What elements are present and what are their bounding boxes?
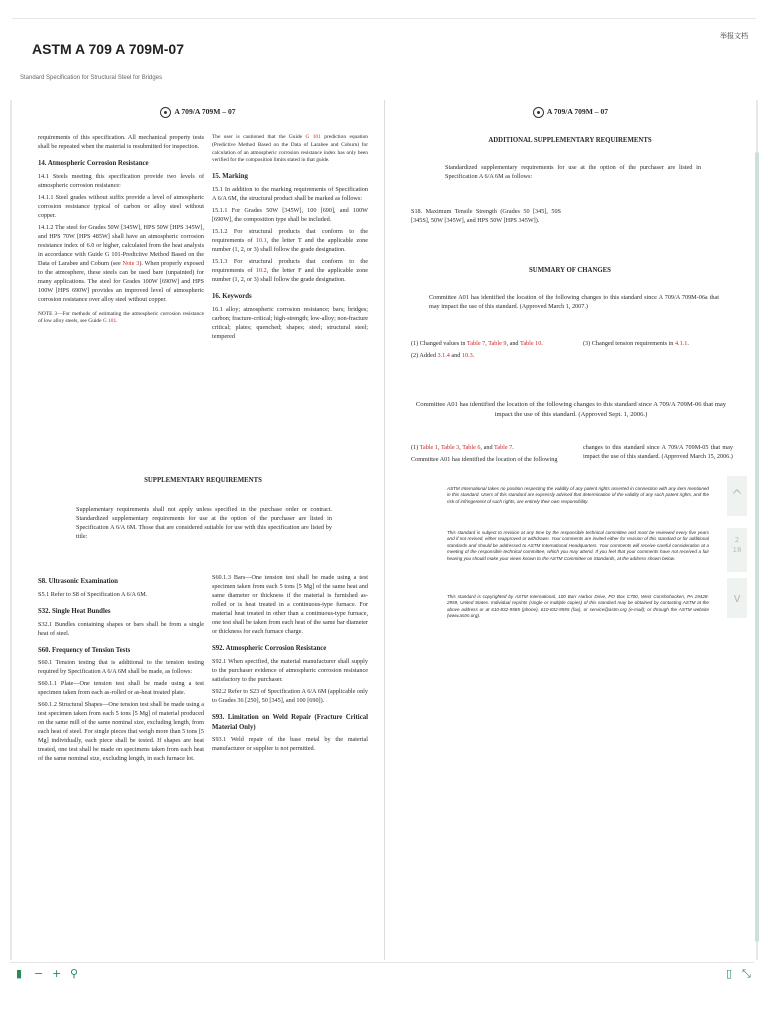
left-column-1: requirements of this specification. All mechanical property tests shall be repeated when the material is resubmitted for inspection. 14. Atmospheric Corrosion Resistance 14.1 Steels meeting this specification provide two levels of atmospheric corrosion resistance: 14.1.1 Steel grades without suffix provide a level of atmospheric corrosion resistance typical of carbon or alloy steel without copper. 14.1.2 The steel for Grades 50W [345W], HPS 50W [HPS 345W], and HPS 70W [HPS 485W] shall have an atmospheric corrosion resistance index of 6.0 or higher, calculated from the heat analysis in accordance with Guide G 101-Predictive Method Based on the Data of Larabee and Coburn (see Note 3). When properly exposed to the atmosphere, these steels can be used bare (unpainted) for many applications. The steel for Grades 100W [690W] and HPS 100W [HPS 690W] provides an improved level of atmospheric corrosion resistance over alloy steel without copper. NOTE 3—For methods of estimating the atmospheric corrosion resistance of low alloy steels, see Guide G 101.: [38, 134, 204, 325]
section-heading: 16. Keywords: [212, 293, 252, 300]
changes-list-2: (3) Changed tension requirements in 4.1.1.: [583, 340, 689, 347]
zoom-out-icon[interactable]: −: [34, 967, 44, 980]
current-page: 2: [734, 536, 740, 544]
zoom-in-icon[interactable]: +: [52, 967, 62, 980]
table-link[interactable]: Table 7: [466, 340, 486, 347]
note-link[interactable]: Note 3: [122, 259, 140, 267]
single-page-icon[interactable]: ▯: [726, 967, 733, 980]
astm-patent-notice: ASTM International takes no position respecting the validity of any patent rights asserted in connection with any item mentioned in this standard. Users of this standard are expressly advised that determination of the validity of any such patent rights, and the risk of infringement of such rights, are entirely their own responsibility.: [447, 486, 709, 504]
table-link[interactable]: Table 6: [462, 444, 481, 451]
page-up-button[interactable]: ^: [727, 476, 747, 516]
supplementary-intro: Supplementary requirements shall not apply unless specified in the purchase order or contract. Standardized supplementary requirements for use at the option of the purchaser are listed in Specification A 6/A 6M. Those that are considered suitable for use with this specification are listed by title:: [76, 506, 332, 540]
summary-text-1: Committee A01 has identified the location of the following changes to this standard since A 709/A 709M-06a that may impact the use of this standard. (Approved March 1, 2007.): [429, 294, 719, 310]
section-heading: S92. Atmospheric Corrosion Resistance: [212, 644, 327, 652]
section-link[interactable]: 4.1.1: [674, 340, 688, 347]
changes-list-1: (1) Changed values in Table 7, Table 9, and Table 10. (2) Added 3.1.4 and 10.3.: [411, 340, 543, 359]
running-head: A 709/A 709M – 07: [12, 106, 384, 118]
search-icon[interactable]: ⚲: [70, 967, 79, 980]
report-document-link[interactable]: 举报文档: [720, 33, 748, 40]
s18-item: S18. Maximum Tensile Strength (Grades 50 [345], 50S [345S], 50W [345W], and HPS 50W [HPS 345W]).: [411, 208, 561, 224]
changes-list-3: (1) Table 1, Table 3, Table 6, and Table 7. Committee A01 has identified the location of the following: [411, 444, 558, 463]
document-viewer[interactable]: [10, 100, 758, 960]
section-heading: 14. Atmospheric Corrosion Resistance: [38, 159, 149, 167]
section-heading: S60. Frequency of Tension Tests: [38, 646, 131, 654]
changes-list-4: changes to this standard since A 709/A 709M-05 that may impact the use of this standard. (Approved March 15, 2006.): [583, 444, 733, 460]
page-left: [12, 100, 385, 960]
bookmark-icon[interactable]: ▮: [16, 967, 23, 980]
left-column-3: S8. Ultrasonic Examination S5.1 Refer to S8 of Specification A 6/A 6M. S32. Single Heat Bundles S32.1 Bundles containing shapes or bars shall be from a single heat of steel. S60. Frequency of Tension Tests S60.1 Tension testing that is additional to the tension testing required by Specification A 6/A 6M shall be made, as follows: S60.1.1 Plate—One tension test shall be made using a test specimen taken from each as-rolled or as-heat treated plate. S60.1.2 Structural Shapes—One tension test shall be made using a test specimen taken from each 5 tons [5 Mg] of material produced on the same mill of the same nominal size, excluding length, from each heat of steel. For single pieces that weigh more than 5 tons [5 Mg] individually, each piece shall be tested. If shapes are heat treated, one test shall be made on specimens taken from each heat of the same nominal size, excluding length, in each furnace lot.: [38, 578, 204, 763]
summary-text-2: Committee A01 has identified the location of the following changes to this standard since A 709/A 709M-06 that may impact the use of this standard. (Approved Sept. 1, 2006.): [415, 401, 727, 418]
left-column-4: S60.1.3 Bars—One tension test shall be made using a test specimen taken from each 5 tons [5 Mg] of the same heat and same diameter or thickness if the material is furnished as-rolled or is heat treated in a continuous-type furnace. For material heat treated in other than a continuous-type furnace, one test shall be taken from each heat of the same bar diameter or thickness for each furnace charge. S92. Atmospheric Corrosion Resistance S92.1 When specified, the material manufacturer shall supply to the purchaser evidence of atmospheric corrosion resistance satisfactory to the purchaser. S92.2 Refer to S23 of Specification A 6/A 6M (applicable only to Grades 36 [250], 50 [345], and 100 [690]). S93. Limitation on Weld Repair (Fracture Critical Material Only) S93.1 Weld repair of the base metal by the material manufacturer or supplier is not permitted.: [212, 574, 368, 753]
section-link[interactable]: 10.2: [255, 267, 267, 275]
scrollbar-thumb[interactable]: [755, 152, 759, 942]
vertical-scrollbar[interactable]: [754, 104, 760, 956]
section-heading: S8. Ultrasonic Examination: [38, 578, 118, 585]
running-head: A 709/A 709M – 07: [385, 106, 756, 118]
table-link[interactable]: Table 1: [419, 444, 438, 451]
table-link[interactable]: Table 9: [488, 340, 507, 347]
table-link[interactable]: Table 10: [519, 340, 542, 347]
astm-copyright-notice: This standard is copyrighted by ASTM International, 100 Barr Harbor Drive, PO Box C700, West Conshohocken, PA 19428-2959, United States. Individual reprints (single or multiple copies) of this standard may be obtained by contacting ASTM at the above address or at 610-832-9585 (phone), 610-832-9555 (fax), or service@astm.org (e-mail); or through the ASTM website (www.astm.org).: [447, 594, 709, 619]
page-right: [385, 100, 756, 960]
astm-logo-icon: [533, 107, 544, 118]
guide-link[interactable]: G 101: [305, 134, 321, 140]
page-down-button[interactable]: v: [727, 578, 747, 618]
section-link[interactable]: 10.1: [255, 237, 267, 245]
left-column-2: The user is cautioned that the Guide G 101 prediction equation (Predictive Method Based on the Data of Larabee and Coburn) for calculation of an atmospheric corrosion resistance index has only been verified for the composition limits stated in that guide. 15. Marking 15.1 In addition to the marking requirements of Specification A 6/A 6M, the structural product shall be marked as follows: 15.1.1 For Grades 50W [345W], 100 [690], and 100W [690W], the composition type shall be included. 15.1.2 For structural products that conform to the requirements of 10.1, the letter T and the applicable zone number (1, 2, or 3) shall follow the grade designation. 15.1.3 For structural products that conform to the requirements of 10.2, the letter F and the applicable zone number (1, 2, or 3) shall follow the grade designation. 16. Keywords 16.1 alloy; atmospheric corrosion resistance; bars; bridges; carbon; fracture-critical; high-strength; low-alloy; non-fracture critical; plates; quenched; shapes; steel; structural steel; tempered: [212, 134, 369, 340]
section-heading: 15. Marking: [212, 173, 248, 181]
page-indicator: [727, 528, 747, 572]
table-link[interactable]: Table 3: [440, 444, 460, 451]
document-subtitle: Standard Specification for Structural Steel for Bridges: [20, 75, 163, 81]
section-heading: S32. Single Heat Bundles: [38, 607, 111, 615]
section-link[interactable]: 3.1.4: [437, 351, 450, 359]
astm-revision-notice: This standard is subject to revision at any time by the responsible technical committee and must be reviewed every five years and if not revised, either reapproved or withdrawn. Your comments are invited either for revision of this standard or for additional standards and should be addressed to ASTM International Headquarters. Your comments will receive careful consideration at a meeting of the responsible technical committee, which you may attend. If you feel that your comments have not received a fair hearing you should make your views known to the ASTM Committee on Standards, at the address shown below.: [447, 530, 709, 561]
additional-intro: Standardized supplementary requirements for use at the option of the purchaser are listed in Specification A 6/A 6M as follows:: [445, 164, 701, 180]
table-link[interactable]: Table 7: [493, 444, 513, 451]
bottom-toolbar: [10, 962, 754, 987]
section-heading: S93. Limitation on Weld Repair (Fracture Critical Material Only): [212, 713, 368, 731]
fullscreen-icon[interactable]: ⤡: [742, 967, 751, 980]
guide-link[interactable]: G 101: [102, 318, 117, 325]
document-header: [12, 18, 756, 101]
additional-title: ADDITIONAL SUPPLEMENTARY REQUIREMENTS: [488, 137, 652, 144]
document-title: ASTM A 709 A 709M-07: [32, 41, 184, 57]
supplementary-title: SUPPLEMENTARY REQUIREMENTS: [144, 477, 262, 484]
total-pages: 18: [732, 545, 742, 554]
summary-title: SUMMARY OF CHANGES: [529, 267, 611, 274]
section-link[interactable]: 10.3: [461, 351, 473, 359]
astm-logo-icon: [160, 107, 171, 118]
